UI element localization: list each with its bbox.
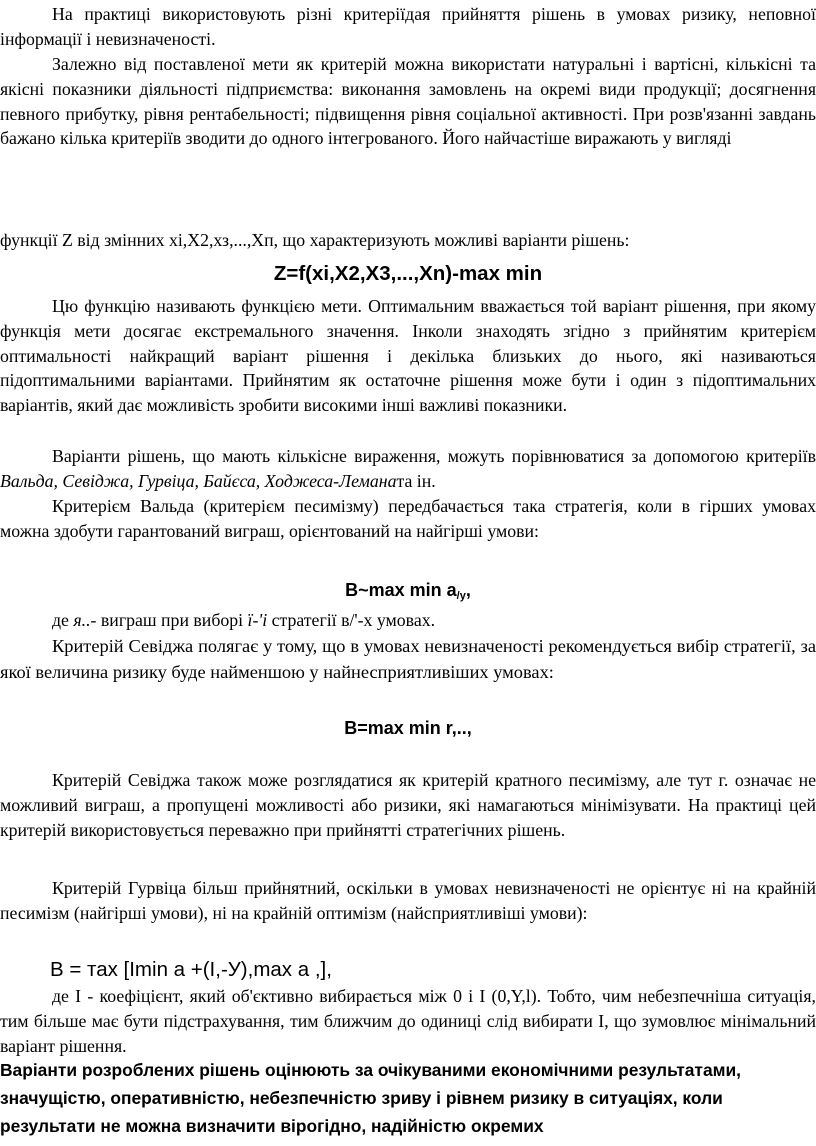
formula-wald-tail: , bbox=[465, 580, 471, 600]
formula-wald-main: B~max min a bbox=[345, 580, 457, 600]
wald-def-start: де bbox=[52, 610, 74, 630]
paragraph-decision-criteria: На практиці використовують різні критеріїдая прийняття рішень в умовах ризику, неповної інформації і невизначеності. bbox=[0, 4, 816, 49]
paragraph-hurwicz-coefficient: де І - коефіцієнт, який об'єктивно вибирається між 0 і І (0,Y,l). Тобто, чим небезпечніша ситуація, тим більше має бути підстрахування, тим ближчим до одиниці слід вибирати І, що зумовлює мінімальний варіант рішення. bbox=[0, 986, 816, 1056]
paragraph-savage-criterion: Критерій Севіджа полягає у тому, що в умовах невизначеності рекомендується вибір стратегії, за якої величина ризику буде найменшою у найнесприятливіших умовах: bbox=[0, 636, 816, 682]
criteria-names: Вальда, Севіджа, Гурвіца, Байєса, Ходжеса-Лемана bbox=[0, 470, 397, 491]
paragraph-wald-criterion: Критерієм Вальда (критерієм песимізму) передбачається така стратегія, коли в гірших умовах можна здобути гарантований виграш, орієнтований на найгірші умови: bbox=[0, 496, 816, 541]
formula-wald bbox=[0, 576, 816, 610]
criteria-tail-text: та ін. bbox=[396, 470, 436, 491]
paragraph-wald-definition bbox=[0, 608, 816, 633]
formula-wald-subscript: /y bbox=[456, 590, 466, 602]
paragraph-goal-criteria: Залежно від поставленої мети як критерій можна використати натуральні і вартісні, кількісні та якісні показники діяльності підприємства: виконання замовлень на окремі види продукції; досягнення певного прибутку, рівня рентабельності; підвищення рівня соціальної активності. При розв'язанні завдань бажано кілька критеріїв зводити до одного інтегрованого. Його найчастіше виражають у вигляді bbox=[0, 54, 816, 149]
paragraph-hurwicz-criterion: Критерій Гурвіца більш прийнятний, оскільки в умовах невизначеності не орієнтує ні на крайній песимізм (найгірші умови), ні на крайній оптимізм (найсприятливіші умови): bbox=[0, 878, 816, 923]
wald-def-symbol: я.. bbox=[73, 610, 91, 630]
formula-hurwicz: В = тах [Imin a +(I,-У),max a ,], bbox=[50, 958, 332, 981]
criteria-intro-text: Варіанти рішень, що мають кількісне вираження, можуть порівнюватися за допомогою критеріїв bbox=[52, 446, 816, 466]
paragraph-savage-pessimism: Критерій Севіджа також може розглядатися як критерій кратного песимізму, але тут г. означає не можливий виграш, а пропущені можливості або ризики, які намагаються мінімізувати. На практиці цей критерій використовується переважно при прийнятті стратегічних рішень. bbox=[0, 770, 816, 840]
paragraph-evaluation: Варіанти розроблених рішень оцінюють за очікуваними економічними результатами, значущістю, оперативністю, небезпечністю зриву і рівнем ризику в ситуаціях, коли результати не можна визначити вірогідно, надійністю окремих bbox=[0, 1060, 742, 1136]
formula-objective-function: Z=f(xi,X2,X3,...,Xn)-max min bbox=[273, 262, 543, 285]
paragraph-function-z: функції Z від змінних хі,Х2,хз,...,Хп, що характеризують можливі варіанти рішень: bbox=[0, 230, 630, 250]
paragraph-objective-function: Цю функцію називають функцією мети. Оптимальним вважається той варіант рішення, при якому функція мети досягає екстремального значення. Інколи знаходять згідно з прийнятим критерієм оптимальності найкращий варіант рішення і декілька близьких до нього, які називаються підоптимальними варіантами. Прийнятим як остаточне рішення може бути і один з підоптимальних варіантів, який дає можливість зробити високими інші важливі показники. bbox=[0, 296, 816, 416]
wald-def-index: ї-'і bbox=[247, 610, 268, 630]
wald-def-middle: - виграш при виборі bbox=[90, 610, 248, 630]
paragraph-criteria-list bbox=[0, 444, 816, 494]
wald-def-end: стратегії в/'-х умовах. bbox=[267, 610, 436, 630]
formula-savage: B=max min r,.., bbox=[344, 718, 472, 738]
